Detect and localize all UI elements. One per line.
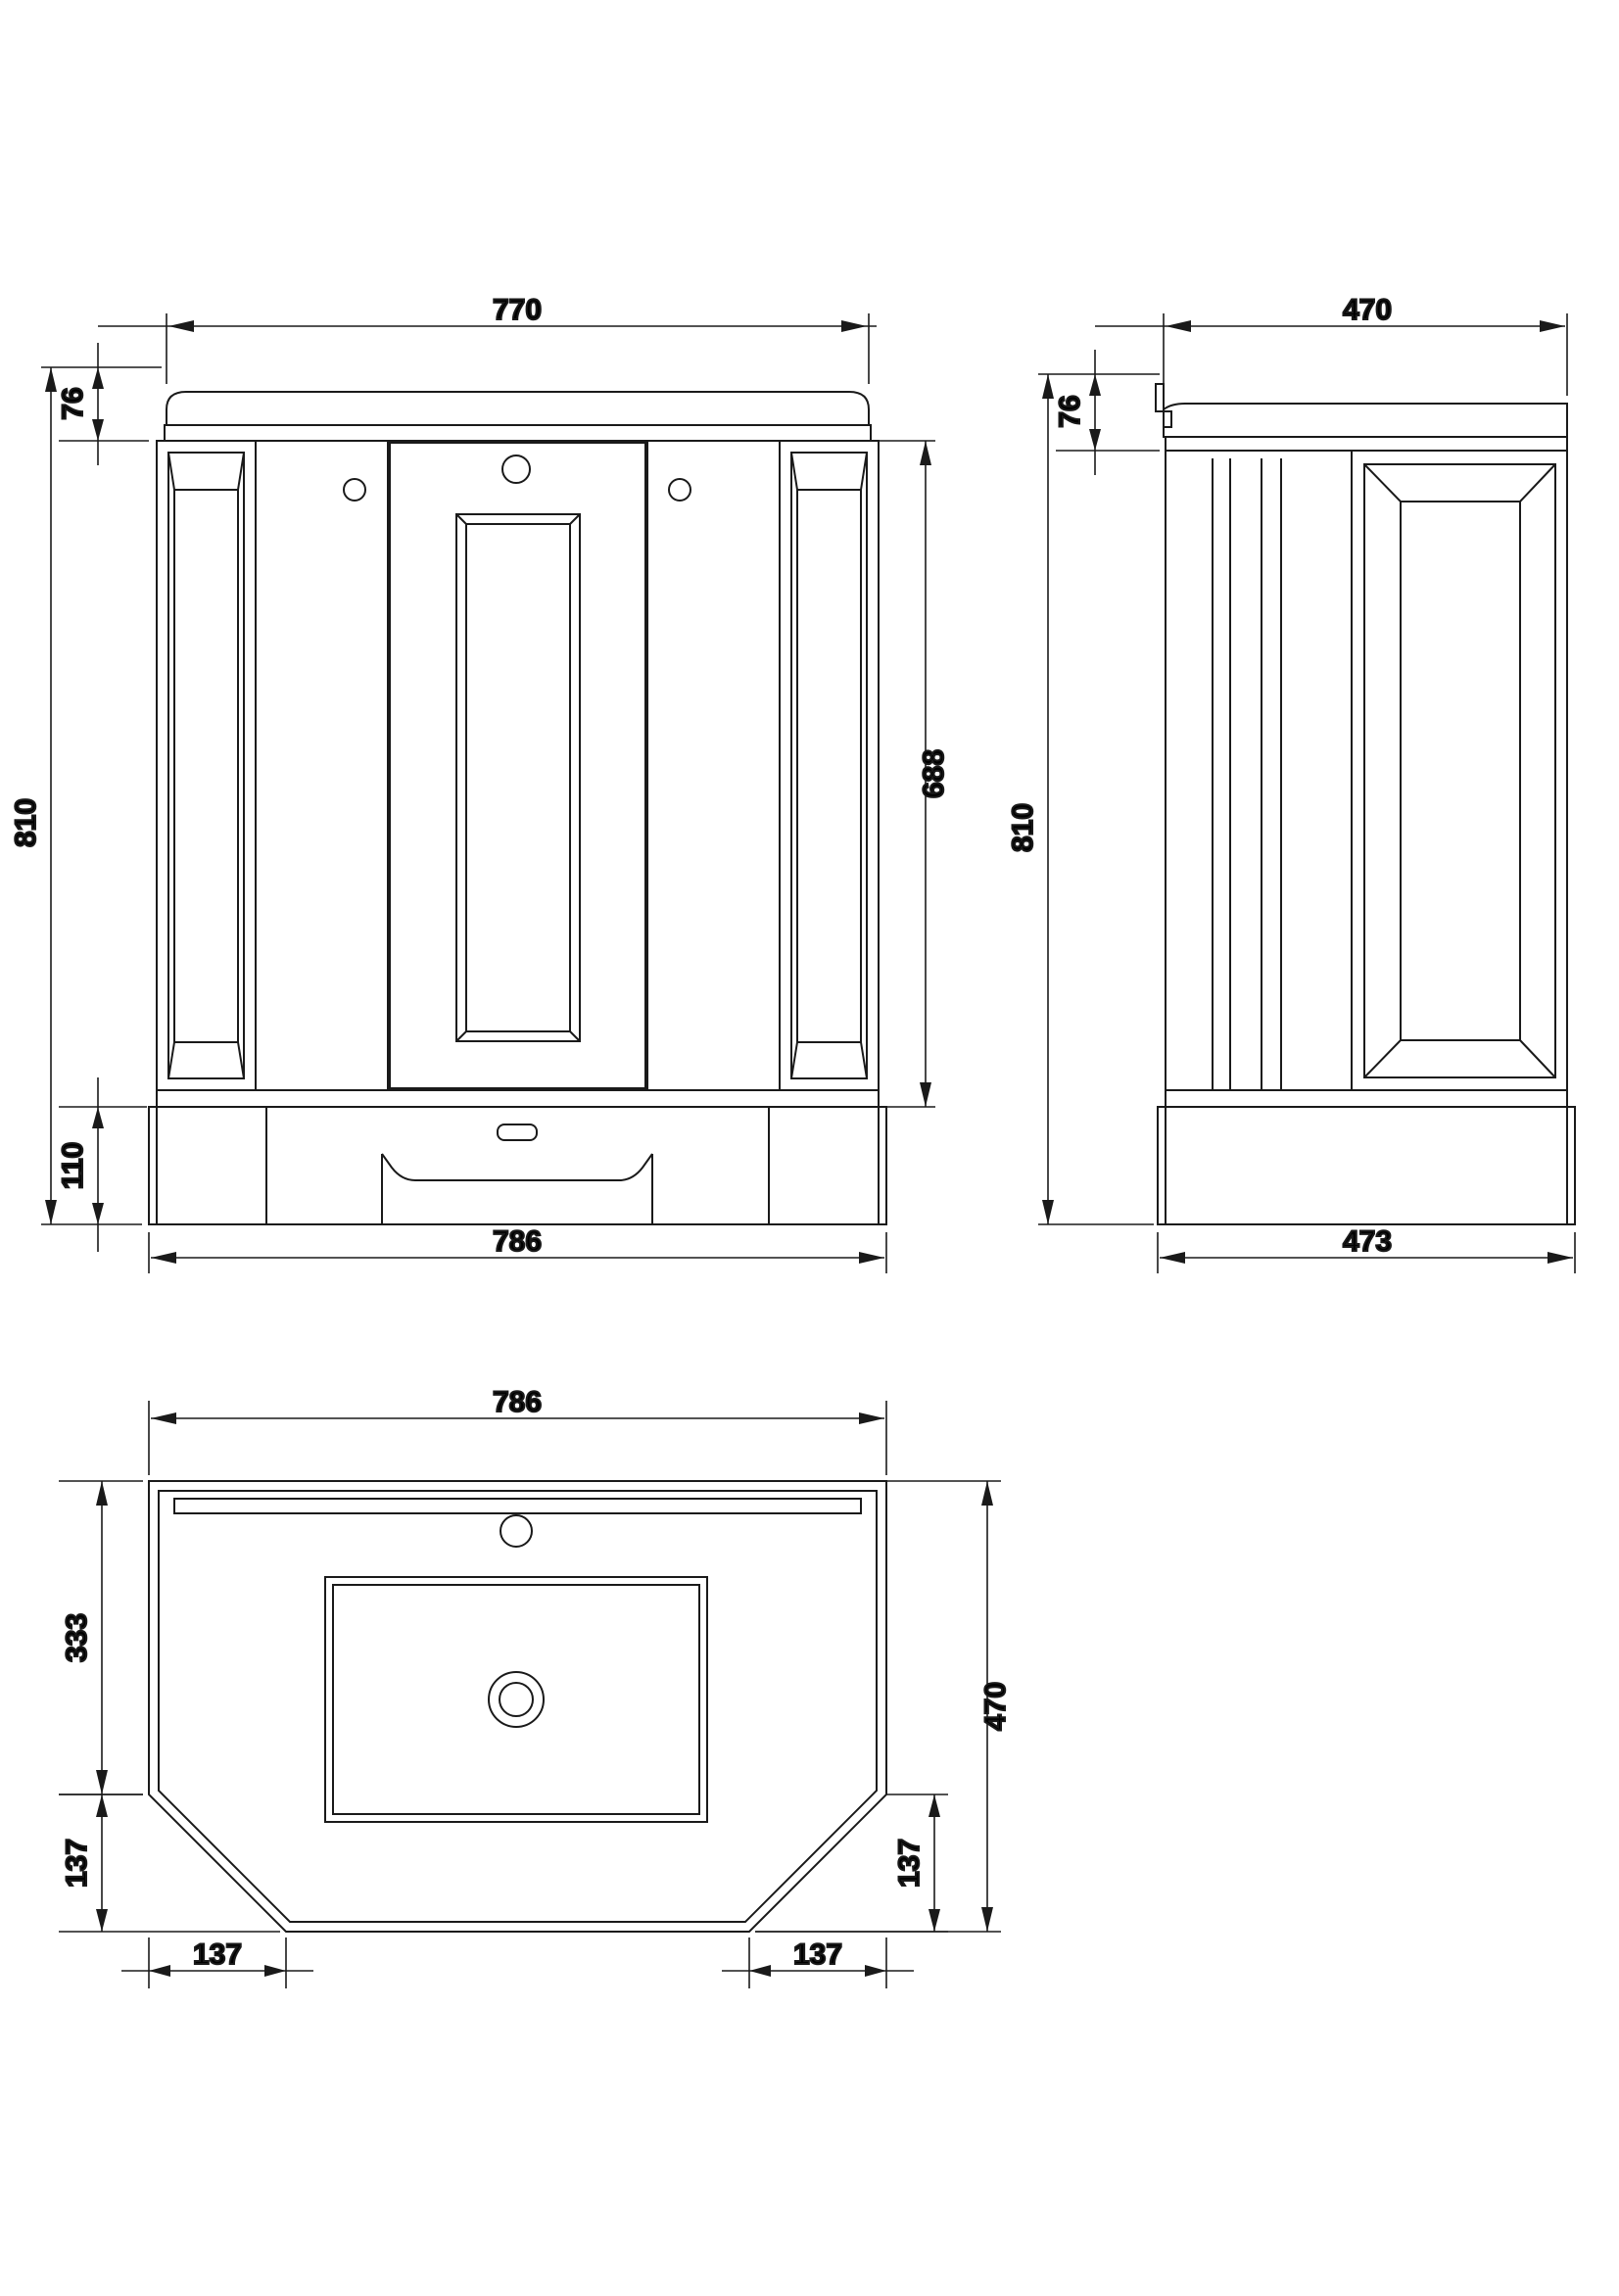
dim-label-plan-right-chamfer-width: 137 xyxy=(792,1938,843,1971)
dim-label-plan-depth: 470 xyxy=(979,1681,1012,1732)
dim-label-plan-width: 786 xyxy=(492,1386,543,1418)
dim-label-side-plinth-depth: 473 xyxy=(1342,1225,1393,1258)
dim-label-front-top-thickness: 76 xyxy=(57,387,89,420)
dim-label-front-plinth-width: 786 xyxy=(492,1225,543,1258)
dim-label-front-overall-height: 810 xyxy=(10,797,42,848)
dim-label-front-top-width: 770 xyxy=(492,294,543,326)
dim-label-front-door-height: 688 xyxy=(918,748,950,799)
dim-label-side-top-thickness: 76 xyxy=(1054,395,1086,428)
dim-label-side-overall-height: 810 xyxy=(1007,802,1039,853)
dim-label-front-plinth-height: 110 xyxy=(57,1141,89,1190)
dim-label-plan-right-chamfer-depth: 137 xyxy=(893,1838,926,1889)
dim-label-side-top-depth: 470 xyxy=(1342,294,1393,326)
dim-label-plan-left-chamfer-width: 137 xyxy=(192,1938,243,1971)
dim-label-plan-back-depth: 333 xyxy=(61,1612,93,1663)
dim-label-plan-left-chamfer-depth: 137 xyxy=(61,1838,93,1889)
